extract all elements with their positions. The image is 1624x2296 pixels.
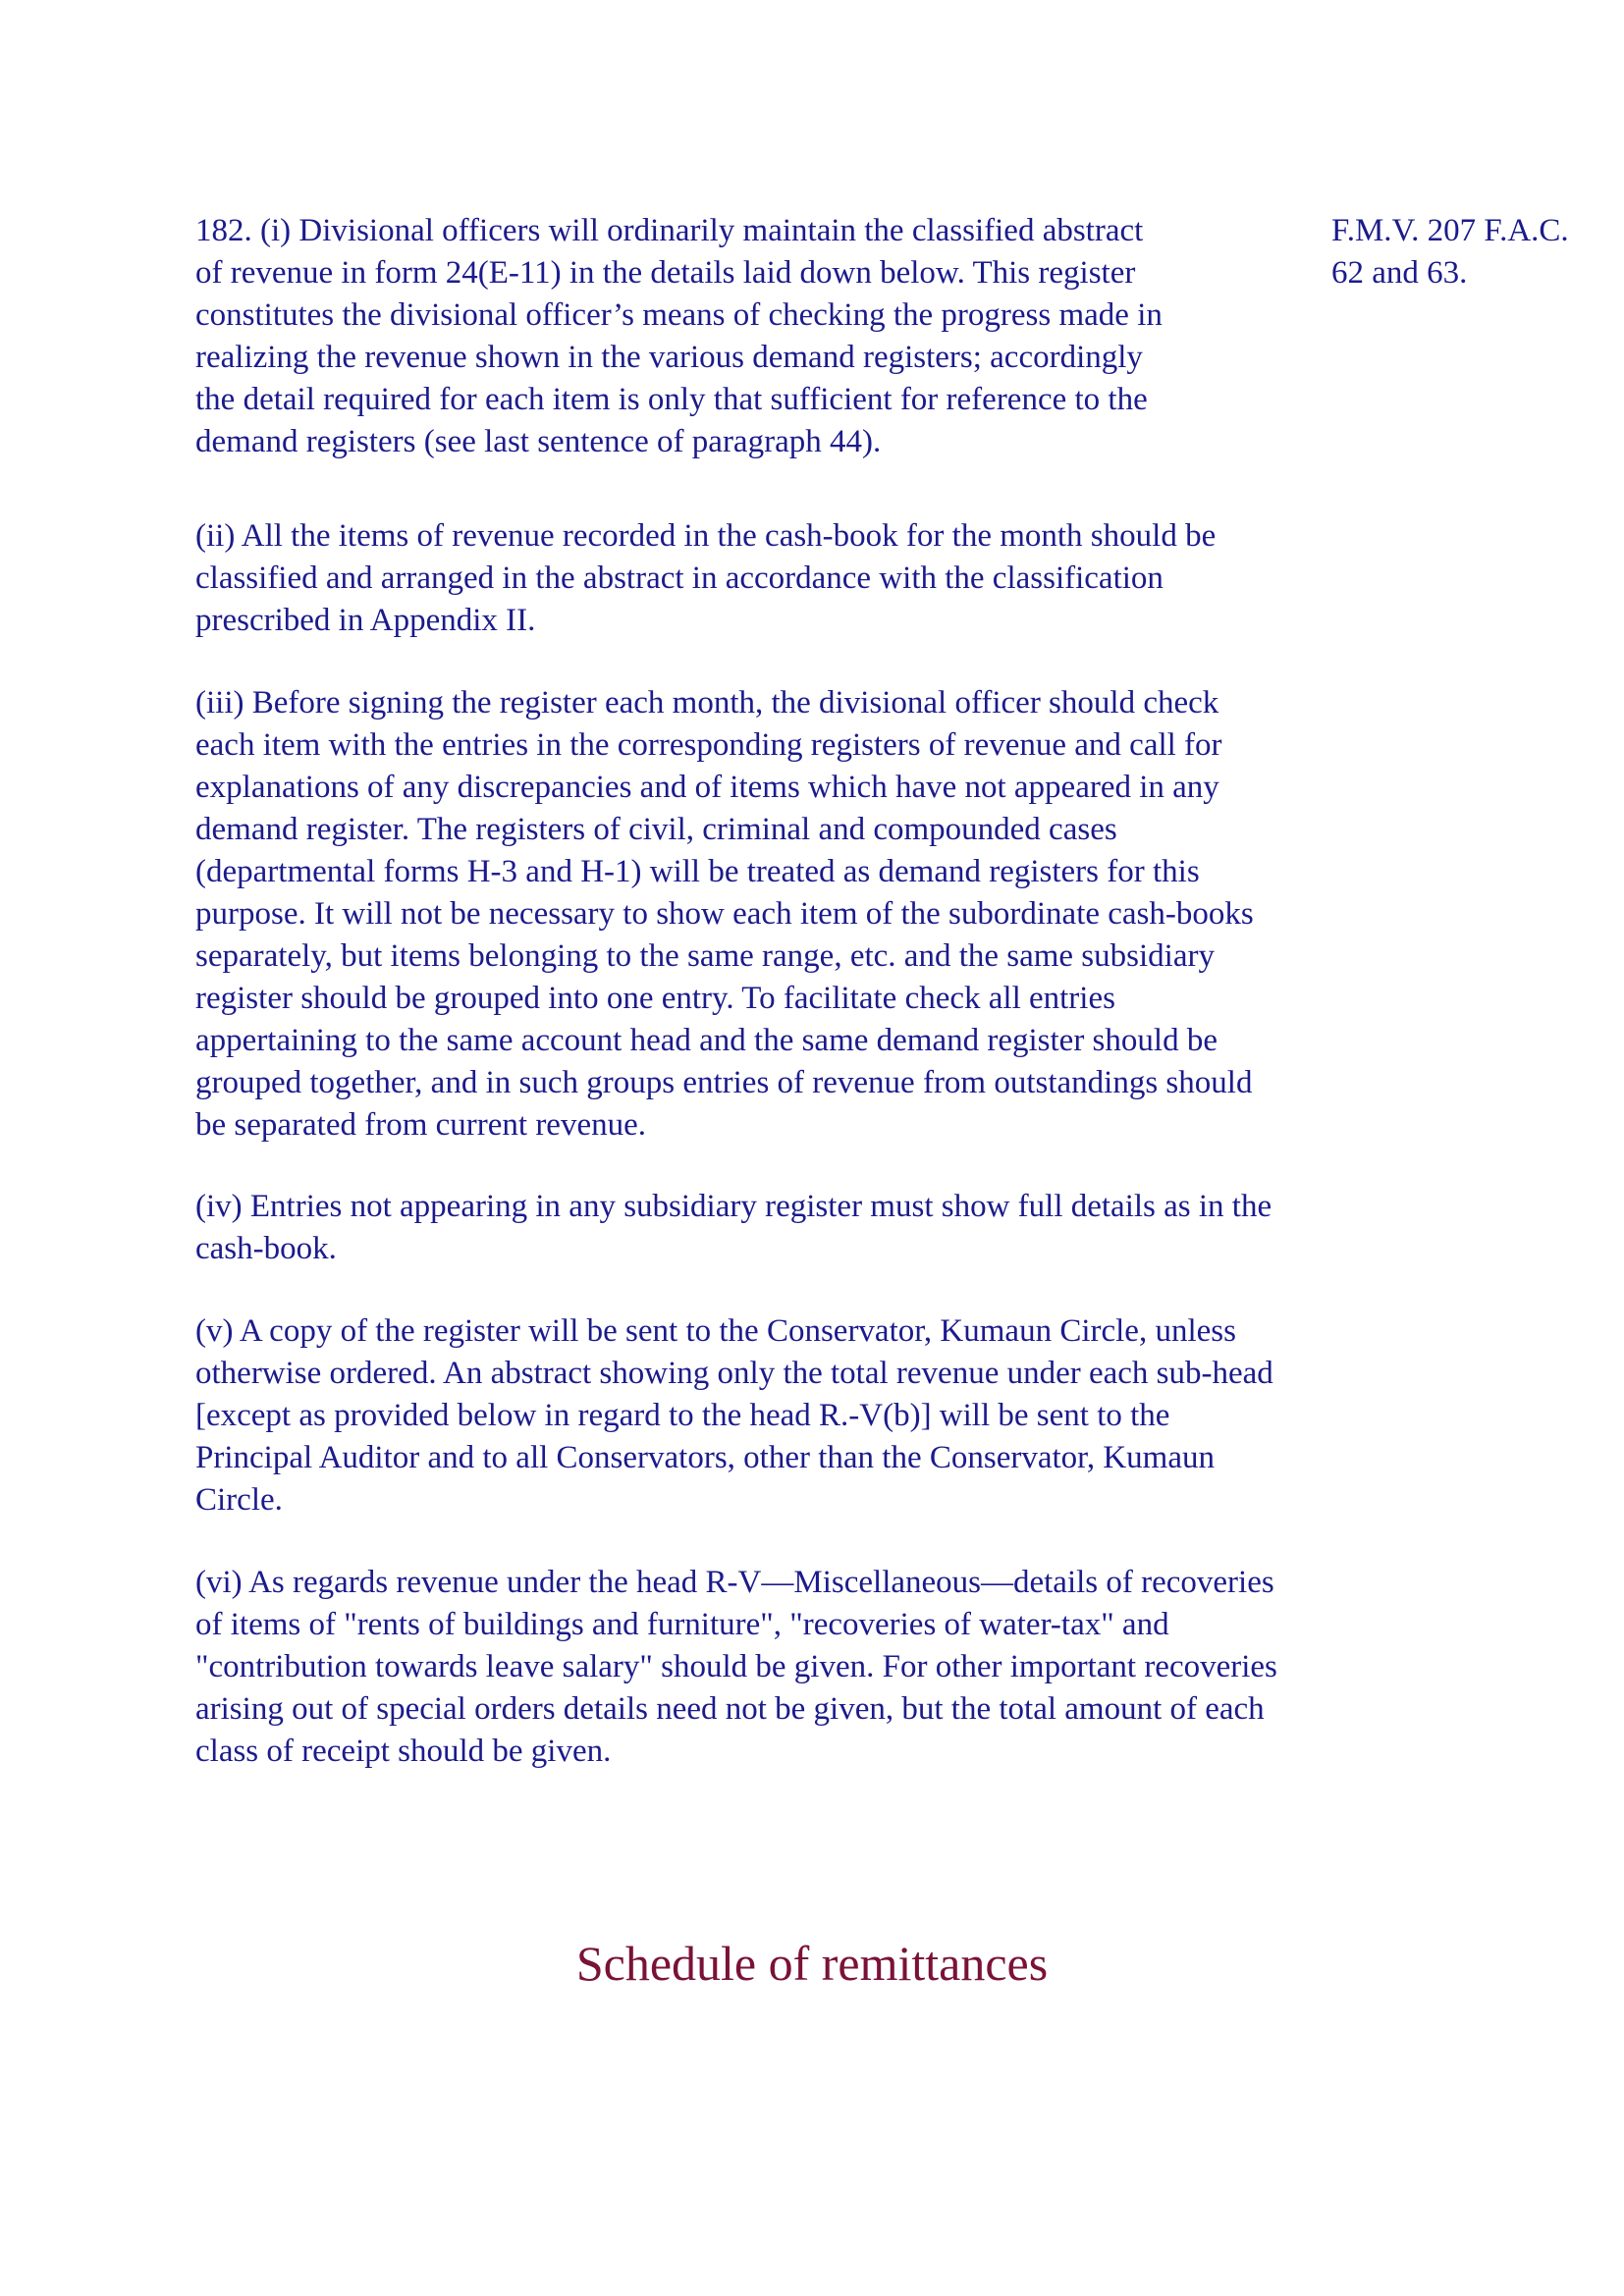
paragraph-182-iv — [195, 1186, 1272, 1270]
text-line: grouped together, and in such groups entries of revenue from outstandings should — [195, 1065, 1253, 1100]
text-line: Principal Auditor and to all Conservators, other than the Conservator, Kumaun — [195, 1440, 1215, 1475]
text-line: (vi) As regards revenue under the head R-V—Miscellaneous—details of recoveries — [195, 1565, 1274, 1600]
text-line: constitutes the divisional officer’s means of checking the progress made in — [195, 297, 1163, 333]
text-line: [except as provided below in regard to the head R.-V(b)] will be sent to the — [195, 1398, 1170, 1433]
text-line: each item with the entries in the corresponding registers of revenue and call for — [195, 727, 1222, 763]
text-line: demand registers (see last sentence of paragraph 44). — [195, 424, 882, 459]
text-line: (departmental forms H-3 and H-1) will be treated as demand registers for this — [195, 854, 1200, 889]
text-line: of items of "rents of buildings and furniture", "recoveries of water-tax" and — [195, 1607, 1169, 1642]
text-line: demand register. The registers of civil, criminal and compounded cases — [195, 812, 1117, 847]
text-line: Circle. — [195, 1482, 283, 1518]
text-line: be separated from current revenue. — [195, 1107, 647, 1143]
text-line: otherwise ordered. An abstract showing only the total revenue under each sub-head — [195, 1356, 1273, 1391]
text-line: "contribution towards leave salary" should be given. For other important recoveries — [195, 1649, 1277, 1684]
paragraph-182-ii — [195, 515, 1216, 642]
margin-note-line: 62 and 63. — [1331, 255, 1468, 291]
paragraph-182-iii — [195, 682, 1254, 1147]
text-line: the detail required for each item is only that sufficient for reference to the — [195, 382, 1148, 417]
text-line: prescribed in Appendix II. — [195, 603, 536, 638]
text-line: cash-book. — [195, 1231, 337, 1266]
text-line: (ii) All the items of revenue recorded in the cash-book for the month should be — [195, 518, 1217, 554]
text-line: arising out of special orders details need not be given, but the total amount of each — [195, 1691, 1265, 1727]
text-line: class of receipt should be given. — [195, 1734, 612, 1769]
text-line: (iii) Before signing the register each month, the divisional officer should check — [195, 685, 1219, 721]
text-line: (v) A copy of the register will be sent to the Conservator, Kumaun Circle, unless — [195, 1313, 1236, 1349]
margin-note-line: F.M.V. 207 F.A.C. — [1331, 213, 1569, 248]
text-line: (iv) Entries not appearing in any subsidiary register must show full details as in the — [195, 1189, 1272, 1224]
paragraph-182-i — [195, 210, 1163, 463]
text-line: separately, but items belonging to the same range, etc. and the same subsidiary — [195, 938, 1215, 974]
text-line: of revenue in form 24(E-11) in the details laid down below. This register — [195, 255, 1136, 291]
margin-reference-note — [1331, 210, 1569, 294]
text-line: register should be grouped into one entry. To facilitate check all entries — [195, 981, 1115, 1016]
text-line: 182. (i) Divisional officers will ordinarily maintain the classified abstract — [195, 213, 1144, 248]
section-heading: Schedule of remittances — [575, 1936, 1049, 1991]
text-line: appertaining to the same account head and the same demand register should be — [195, 1023, 1218, 1058]
text-line: realizing the revenue shown in the various demand registers; accordingly — [195, 340, 1143, 375]
paragraph-182-vi — [195, 1562, 1277, 1773]
paragraph-182-v — [195, 1310, 1273, 1522]
text-line: purpose. It will not be necessary to show each item of the subordinate cash-books — [195, 896, 1254, 932]
text-line: explanations of any discrepancies and of items which have not appeared in any — [195, 770, 1219, 805]
text-line: classified and arranged in the abstract in accordance with the classification — [195, 561, 1164, 596]
